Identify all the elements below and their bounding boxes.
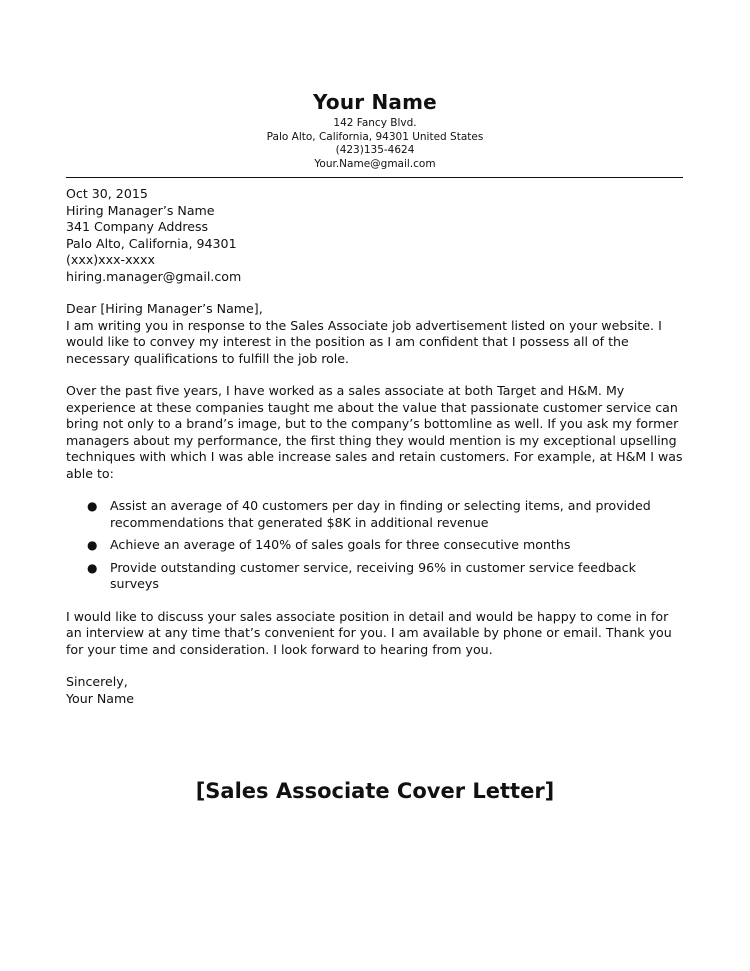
recipient-name: Hiring Manager’s Name: [66, 202, 215, 218]
header-divider: [66, 177, 683, 178]
recipient-address: [66, 219, 686, 285]
sender-email: Your.Name@gmail.com: [314, 157, 436, 170]
list-item: [66, 537, 686, 554]
sender-street: 142 Fancy Blvd.: [333, 117, 417, 129]
letter-date: Oct 30, 2015: [66, 186, 148, 201]
achievements-list: [66, 498, 686, 593]
sender-phone: (423)135-4624: [335, 144, 415, 156]
salutation: Dear [Hiring Manager’s Name],: [66, 301, 263, 316]
bullet-icon: ●: [87, 538, 98, 552]
paragraph-intro: I am writing you in response to the Sales Associate job advertisement listed on your website. I would like to convey my interest in the position as I am confident that I possess all of the necessary qualifications to fulfill the job role.: [66, 317, 662, 366]
bullet-icon: ●: [87, 560, 98, 575]
paragraph-experience: Over the past five years, I have worked as a sales associate at both Target and H&M. My experience at these companies taught me about the value that passionate customer service can bring not only to a brand’s image, but to the company’s bottomline as well. If you ask my former managers about my performance, the first thing they would mention is my exceptional upselling techniques with which I was able increase sales and retain customers. For example, at H&M I was able to:: [66, 383, 683, 481]
document-title: [Sales Associate Cover Letter]: [195, 779, 555, 803]
list-item: [66, 498, 686, 531]
signature: Your Name: [66, 690, 135, 706]
letter-body: [66, 186, 686, 707]
list-item-text: Assist an average of 40 customers per day in finding or selecting items, and provided recommendations that generated $8K in additional revenue: [110, 498, 651, 530]
list-item-text: Achieve an average of 140% of sales goals for three consecutive months: [110, 537, 571, 552]
sender-city: Palo Alto, California, 94301 United States: [266, 130, 484, 143]
address-line: hiring.manager@gmail.com: [66, 268, 242, 284]
address-line: (xxx)xxx-xxxx: [66, 252, 155, 267]
closing: Sincerely,: [66, 674, 128, 689]
address-line: Palo Alto, California, 94301: [66, 235, 237, 251]
list-item: [66, 560, 686, 593]
paragraph-closing: I would like to discuss your sales associate position in detail and would be happy to come in for an interview at any time that’s convenient for you. I am available by phone or email. Thank you for your time and consideration. I look forward to hearing from you.: [66, 608, 672, 657]
letterhead: [0, 90, 750, 171]
bullet-icon: ●: [87, 499, 98, 513]
list-item-text: Provide outstanding customer service, receiving 96% in customer service feedback surveys: [110, 559, 636, 591]
address-line: 341 Company Address: [66, 219, 209, 234]
sender-name: Your Name: [313, 90, 437, 114]
